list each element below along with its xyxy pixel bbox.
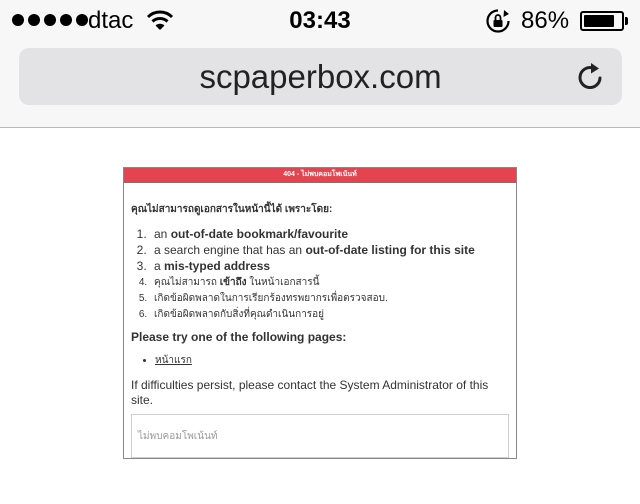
reload-icon[interactable] [576, 62, 606, 92]
divider [124, 182, 516, 183]
rotation-lock-icon [485, 8, 511, 34]
status-bar [0, 0, 640, 42]
home-link[interactable]: หน้าแรก [155, 355, 192, 367]
try-heading: Please try one of the following pages: [131, 330, 347, 345]
search-input[interactable]: ไม่พบคอมโพเน้นท์ [131, 414, 509, 458]
battery-icon [580, 11, 624, 31]
list-item: 2. a search engine that has an out-of-date listing for this site [150, 242, 509, 258]
list-item: 5. เกิดข้อผิดพลาดในการเรียกร้องทรพยากรเพื่อตรวจสอบ. [150, 291, 509, 307]
browser-chrome [0, 0, 640, 128]
clock: 03:43 [289, 7, 351, 34]
intro-text: คุณไม่สามารถดูเอกสารในหน้านี้ได้ เพราะโดย: [131, 204, 333, 215]
address-bar[interactable] [19, 48, 622, 105]
battery-percentage: 86% [521, 7, 570, 34]
page-title: 404 - ไม่พบคอมโพเน้นท์ [124, 168, 516, 182]
persist-message: If difficulties persist, please contact the System Administrator of this site. [131, 378, 489, 408]
list-item: 1. an out-of-date bookmark/favourite [150, 226, 509, 242]
list-item [155, 353, 509, 368]
pages-list [131, 353, 509, 368]
list-item: 3. a mis-typed address [150, 258, 509, 274]
carrier-name: dtac [88, 7, 134, 34]
reasons-list [131, 226, 509, 323]
list-item: 4. คุณไม่สามารถ เข้าถึง ในหน้าเอกสารนี้ [150, 275, 509, 291]
error-page-panel [123, 167, 517, 459]
url-text[interactable]: scpaperbox.com [199, 58, 442, 95]
list-item: 6. เกิดข้อผิดพลาดกับสิ่งที่คุณดำเนินการอยู่ [150, 307, 509, 323]
